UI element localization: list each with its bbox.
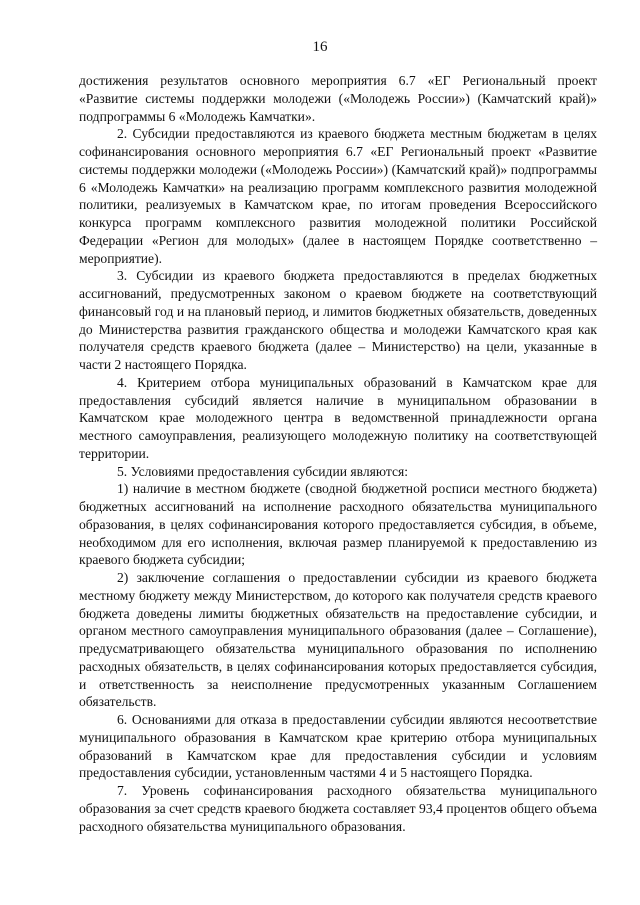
paragraph-2: 2. Субсидии предоставляются из краевого бюджета местным бюджетам в целях софинансирования основного мероприятия 6.7 «ЕГ Региональный проект «Развитие системы поддержки молодежи («Молодежь России») (Камчатский край)» подпрограммы 6 «Молодежь Камчатки» на реализацию программ комплексного развития молодежной политики, реализуемых в Камчатском крае, по итогам проведения Всероссийского конкурса программ комплексного развития молодежной политики Российской Федерации «Регион для молодых» (далее в настоящем Порядке соответственно – мероприятие). [79,126,597,266]
paragraph-4: 4. Критерием отбора муниципальных образований в Камчатском крае для предоставления субсидий является наличие в муниципальном образовании в Камчатском крае молодежного центра в ведомственной принадлежности органа местного самоуправления, реализующего молодежную политику на соответствующей территории. [79,374,597,461]
page-number: 16 [312,39,328,55]
paragraph-6: 6. Основаниями для отказа в предоставлении субсидии являются несоответствие муниципального образования в Камчатском крае критерию отбора муниципальных образований в Камчатском крае для предоставления субсидии и условиям предоставления субсидии, установленным частями 4 и 5 настоящего Порядка. [79,712,597,781]
paragraph-5-item-2: 2) заключение соглашения о предоставлении субсидии из краевого бюджета местному бюджету между Министерством, до которого как получателя средств краевого бюджета доведены лимиты бюджетных обязательств на предоставление субсидии, и органом местного самоуправления муниципального образования (далее – Соглашение), предусматривающего обязательства муниципального образования по исполнению расходных обязательств, в целях софинансирования которых предоставляется субсидия, и ответственность за неисполнение предусмотренных указанным Соглашением обязательств. [79,570,597,710]
paragraph-5-item-1: 1) наличие в местном бюджете (сводной бюджетной росписи местного бюджета) бюджетных ассигнований на исполнение расходного обязательства муниципального образования, в целях софинансирования которого предоставляется субсидия, в объеме, необходимом для его исполнения, включая размер планируемой к предоставлению из краевого бюджета субсидии; [79,481,597,568]
document-body [79,72,597,835]
paragraph-continuation: достижения результатов основного мероприятия 6.7 «ЕГ Региональный проект «Развитие системы поддержки молодежи («Молодежь России») (Камчатский край)» подпрограммы 6 «Молодежь Камчатки». [79,73,597,124]
paragraph-7: 7. Уровень софинансирования расходного обязательства муниципального образования за счет средств краевого бюджета составляет 93,4 процентов общего объема расходного обязательства муниципального образования. [79,783,597,834]
paragraph-5: 5. Условиями предоставления субсидии являются: [117,463,409,479]
paragraph-3: 3. Субсидии из краевого бюджета предоставляются в пределах бюджетных ассигнований, предусмотренных законом о краевом бюджете на соответствующий финансовый год и на плановый период, и лимитов бюджетных обязательств, доведенных до Министерства развития гражданского общества и молодежи Камчатского края как получателя средств краевого бюджета (далее – Министерство) на цели, указанные в части 2 настоящего Порядка. [79,268,597,372]
